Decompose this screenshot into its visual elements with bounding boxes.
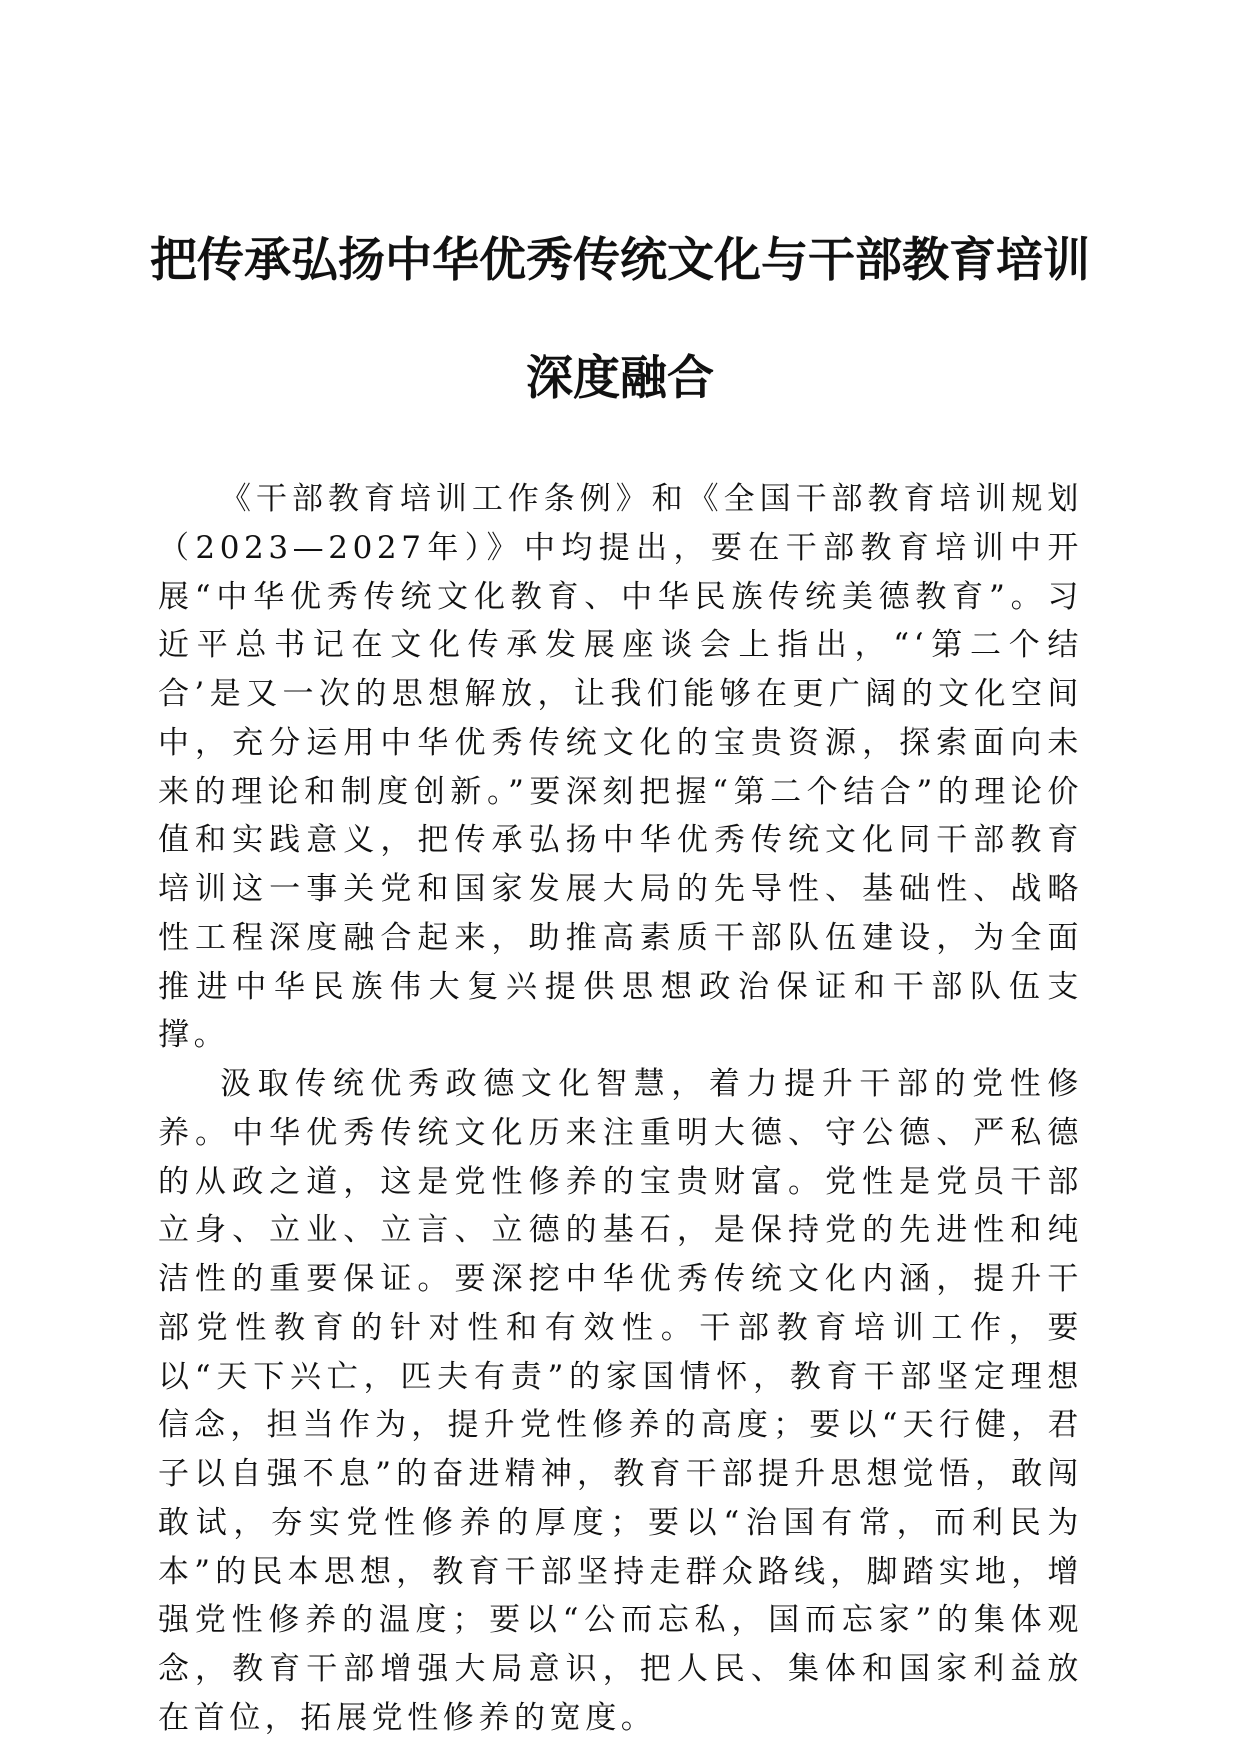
document-title-line-2: 深度融合 [526, 351, 714, 406]
document-body [158, 475, 1083, 1743]
paragraph-2: 汲取传统优秀政德文化智慧，着力提升干部的党性修养。中华优秀传统文化历来注重明大德、守公德、严私德的从政之道，这是党性修养的宝贵财富。党性是党员干部立身、立业、立言、立德的基石，是保持党的先进性和纯洁性的重要保证。要深挖中华优秀传统文化内涵，提升干部党性教育的针对性和有效性。干部教育培训工作，要以“天下兴亡，匹夫有责”的家国情怀，教育干部坚定理想信念，担当作为，提升党性修养的高度；要以“天行健，君子以自强不息”的奋进精神，教育干部提升思想觉悟，敢闯敢试，夯实党性修养的厚度；要以“治国有常，而利民为本”的民本思想，教育干部坚持走群众路线，脚踏实地，增强党性修养的温度；要以“公而忘私，国而忘家”的集体观念，教育干部增强大局意识，把人民、集体和国家利益放在首位，拓展党性修养的宽度。 [158, 1066, 1083, 1736]
paragraph-1: 《干部教育培训工作条例》和《全国干部教育培训规划（2023—2027年）》中均提出，要在干部教育培训中开展“中华优秀传统文化教育、中华民族传统美德教育”。习近平总书记在文化传承发展座谈会上指出，“‘第二个结合’是又一次的思想解放，让我们能够在更广阔的文化空间中，充分运用中华优秀传统文化的宝贵资源，探索面向未来的理论和制度创新。”要深刻把握“第二个结合”的理论价值和实践意义，把传承弘扬中华优秀传统文化同干部教育培训这一事关党和国家发展大局的先导性、基础性、战略性工程深度融合起来，助推高素质干部队伍建设，为全面推进中华民族伟大复兴提供思想政治保证和干部队伍支撑。 [158, 481, 1083, 1054]
document-title-line-1: 把传承弘扬中华优秀传统文化与干部教育培训 [150, 233, 1090, 288]
